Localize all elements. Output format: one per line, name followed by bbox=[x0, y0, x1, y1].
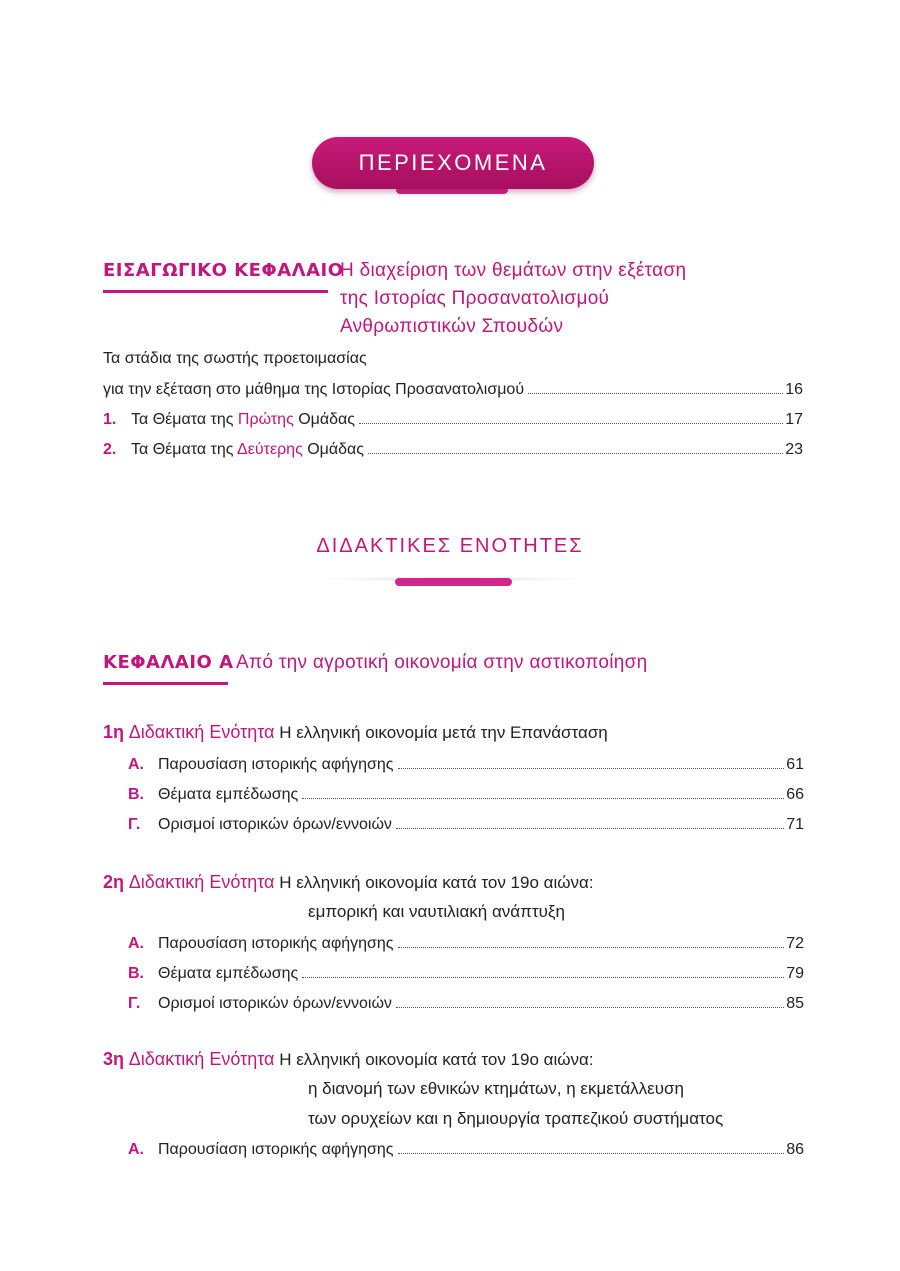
toc-entry-label bbox=[128, 755, 394, 775]
leader-dots bbox=[398, 1153, 785, 1154]
intro-chapter-label: ΕΙΣΑΓΩΓΙΚΟ ΚΕΦΑΛΑΙΟ bbox=[103, 260, 344, 281]
unit-number: 3η bbox=[103, 1049, 125, 1069]
toc-entry-label: για την εξέταση στο μάθημα της Ιστορίας Προσανατολισμού bbox=[103, 381, 525, 398]
toc-entry-label bbox=[128, 934, 394, 954]
intro-title-line: της Ιστορίας Προσανατολισμού bbox=[340, 288, 610, 309]
entry-text-highlight: Πρώτης bbox=[237, 411, 294, 428]
intro-title-line: Η διαχείριση των θεμάτων στην εξέταση bbox=[340, 260, 687, 281]
toc-entry[interactable] bbox=[103, 440, 803, 460]
unit-title-line: Η ελληνική οικονομία κατά τον 19ο αιώνα: bbox=[279, 873, 594, 892]
toc-entry-label bbox=[128, 964, 298, 984]
entry-letter: Α. bbox=[128, 1141, 144, 1158]
unit-title-line: η διανομή των εθνικών κτημάτων, η εκμετάλλευση bbox=[308, 1079, 684, 1098]
toc-entry-label bbox=[128, 994, 392, 1014]
unit-number: 2η bbox=[103, 872, 125, 892]
unit-label: Διδακτική Ενότητα bbox=[128, 872, 275, 892]
unit-heading bbox=[103, 1044, 594, 1075]
entry-text: Θέματα εμπέδωσης bbox=[158, 786, 299, 803]
chapter-a-underline bbox=[103, 682, 228, 685]
entry-text-post: Ομάδας bbox=[293, 411, 356, 428]
unit-label: Διδακτική Ενότητα bbox=[128, 1049, 275, 1069]
toc-entry-page: 66 bbox=[786, 786, 804, 803]
entry-text-highlight: Δεύτερης bbox=[237, 441, 303, 458]
intro-chapter-underline bbox=[103, 290, 328, 293]
leader-dots bbox=[528, 393, 783, 394]
intro-title-line: Ανθρωπιστικών Σπουδών bbox=[340, 316, 564, 337]
toc-entry[interactable] bbox=[128, 964, 804, 984]
entry-text: Ορισμοί ιστορικών όρων/εννοιών bbox=[158, 995, 392, 1012]
entry-text-pre: Τα Θέματα της bbox=[131, 441, 238, 458]
toc-entry-label bbox=[128, 815, 392, 835]
unit-label: Διδακτική Ενότητα bbox=[128, 722, 275, 742]
unit-heading bbox=[103, 717, 608, 748]
intro-heading: Τα στάδια της σωστής προετοιμασίας bbox=[103, 350, 367, 367]
entry-text: Παρουσίαση ιστορικής αφήγησης bbox=[158, 756, 394, 773]
entry-letter: Α. bbox=[128, 756, 144, 773]
toc-entry-page: 85 bbox=[786, 995, 804, 1012]
entry-text: Παρουσίαση ιστορικής αφήγησης bbox=[158, 935, 394, 952]
toc-entry[interactable] bbox=[128, 934, 804, 954]
entry-letter: Β. bbox=[128, 786, 144, 803]
entry-letter: Β. bbox=[128, 965, 144, 982]
unit-number: 1η bbox=[103, 722, 125, 742]
unit-heading bbox=[103, 867, 594, 898]
entry-letter: Α. bbox=[128, 935, 144, 952]
leader-dots bbox=[398, 768, 785, 769]
leader-dots bbox=[398, 947, 785, 948]
chapter-a-title: Από την αγροτική οικονομία στην αστικοποίηση bbox=[236, 652, 648, 673]
unit-title-line: των ορυχείων και η δημιουργία τραπεζικού συστήματος bbox=[308, 1109, 724, 1128]
toc-entry-page: 71 bbox=[786, 816, 804, 833]
entry-number: 2. bbox=[103, 441, 117, 458]
entry-text: Ορισμοί ιστορικών όρων/εννοιών bbox=[158, 816, 392, 833]
entry-text-post: Ομάδας bbox=[302, 441, 365, 458]
section-title: ΔΙΔΑΚΤΙΚΕΣ ΕΝΟΤΗΤΕΣ bbox=[316, 535, 584, 557]
toc-entry[interactable] bbox=[128, 815, 804, 835]
toc-entry-label bbox=[103, 410, 355, 430]
toc-entry[interactable] bbox=[128, 994, 804, 1014]
leader-dots bbox=[368, 453, 783, 454]
toc-entry-page: 86 bbox=[786, 1141, 804, 1158]
toc-entry[interactable] bbox=[103, 410, 803, 430]
entry-text: Παρουσίαση ιστορικής αφήγησης bbox=[158, 1141, 394, 1158]
toc-entry-label bbox=[128, 1140, 394, 1160]
leader-dots bbox=[302, 798, 784, 799]
leader-dots bbox=[359, 423, 783, 424]
toc-entry[interactable] bbox=[128, 1140, 804, 1160]
toc-entry-page: 79 bbox=[786, 965, 804, 982]
toc-entry[interactable] bbox=[103, 380, 803, 400]
intro-chapter-title bbox=[340, 257, 686, 341]
toc-entry-page: 16 bbox=[785, 381, 803, 398]
toc-entry[interactable] bbox=[128, 755, 804, 775]
toc-entry-page: 17 bbox=[785, 411, 803, 428]
toc-entry-page: 23 bbox=[785, 441, 803, 458]
toc-entry-page: 61 bbox=[786, 756, 804, 773]
leader-dots bbox=[302, 977, 784, 978]
chapter-a-label: ΚΕΦΑΛΑΙΟ Α bbox=[103, 652, 234, 673]
section-title-bar bbox=[395, 578, 512, 586]
entry-text-pre: Τα Θέματα της bbox=[131, 411, 238, 428]
toc-entry-label bbox=[103, 440, 364, 460]
unit-title-line: Η ελληνική οικονομία μετά την Επανάσταση bbox=[279, 723, 608, 742]
toc-entry-page: 72 bbox=[786, 935, 804, 952]
page-title: ΠΕΡΙΕΧΟΜΕΝΑ bbox=[312, 137, 594, 189]
entry-letter: Γ. bbox=[128, 995, 141, 1012]
leader-dots bbox=[396, 828, 784, 829]
entry-text: Θέματα εμπέδωσης bbox=[158, 965, 299, 982]
unit-title-line: εμπορική και ναυτιλιακή ανάπτυξη bbox=[308, 902, 565, 921]
toc-entry[interactable] bbox=[128, 785, 804, 805]
entry-letter: Γ. bbox=[128, 816, 141, 833]
leader-dots bbox=[396, 1007, 784, 1008]
entry-number: 1. bbox=[103, 411, 117, 428]
toc-entry-label bbox=[128, 785, 298, 805]
unit-title-line: Η ελληνική οικονομία κατά τον 19ο αιώνα: bbox=[279, 1050, 594, 1069]
